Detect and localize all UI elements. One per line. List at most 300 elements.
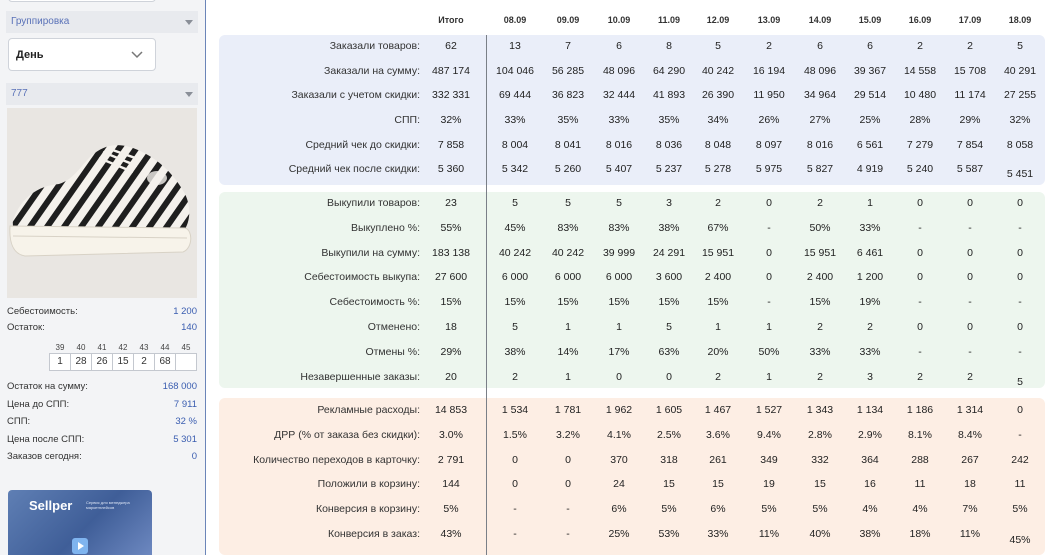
table-cell: 2.5%: [657, 429, 681, 441]
total-cell: 183 138: [432, 247, 470, 259]
table-cell: 4 919: [856, 163, 884, 175]
table-cell: 11 174: [954, 89, 986, 101]
table-cell: 2: [967, 371, 973, 383]
table-cell: 6 000: [501, 271, 529, 283]
table-cell: 2: [867, 321, 873, 333]
table-cell: 1 534: [501, 404, 529, 416]
table-cell: 1: [715, 321, 721, 333]
size-cell: 43: [139, 342, 149, 352]
total-cell: 62: [445, 40, 457, 52]
table-cell: 5 260: [554, 163, 582, 175]
total-cell: 487 174: [432, 65, 470, 77]
table-cell: 370: [610, 454, 628, 466]
table-cell: 20%: [707, 346, 729, 358]
caret-down-icon: [185, 92, 193, 97]
table-cell: 15: [814, 478, 826, 490]
total-cell: 3.0%: [439, 429, 463, 441]
table-cell: 38%: [859, 528, 881, 540]
table-cell: 5: [1017, 376, 1023, 388]
table-cell: 50%: [758, 346, 780, 358]
table-cell: 15%: [707, 296, 729, 308]
total-cell: 23: [445, 197, 457, 209]
table-cell: 26 390: [701, 89, 735, 101]
table-cell: 1 134: [856, 404, 884, 416]
table-cell: 15%: [809, 296, 831, 308]
table-cell: 15 951: [803, 247, 837, 259]
total-cell: 332 331: [432, 89, 470, 101]
table-cell: 11: [914, 478, 926, 490]
table-cell: 5 342: [501, 163, 529, 175]
table-cell: 5%: [1012, 503, 1028, 515]
grouping-label: Группировка: [11, 16, 70, 27]
table-cell: 5: [1017, 40, 1023, 52]
top-dropdown[interactable]: [8, 0, 156, 2]
table-cell: 11%: [959, 528, 981, 540]
table-cell: 0: [917, 321, 923, 333]
table-cell: 1: [565, 371, 571, 383]
table-cell: 24 291: [652, 247, 686, 259]
table-cell: 349: [760, 454, 778, 466]
table-cell: 27%: [809, 114, 831, 126]
table-cell: 288: [911, 454, 929, 466]
row-label: Себестоимость выкупа:: [304, 271, 420, 283]
table-cell: 10 480: [903, 89, 937, 101]
table-cell: 0: [967, 247, 973, 259]
total-cell: 144: [442, 478, 460, 490]
table-cell: 8 036: [655, 139, 683, 151]
table-cell: 2: [917, 371, 923, 383]
table-cell: -: [767, 296, 771, 308]
table-cell: 15 951: [701, 247, 735, 259]
table-cell: 1 781: [554, 404, 582, 416]
table-cell: 9.4%: [757, 429, 781, 441]
sidebar: [0, 0, 206, 555]
product-image: [7, 108, 197, 298]
table-cell: 6%: [611, 503, 627, 515]
total-cell: 5 360: [437, 163, 465, 175]
row-label: Средний чек до скидки:: [305, 139, 420, 151]
table-cell: 2.9%: [858, 429, 882, 441]
column-header: 09.09: [556, 15, 580, 25]
table-cell: 2: [817, 321, 823, 333]
table-cell: -: [918, 346, 922, 358]
table-cell: 50%: [809, 222, 831, 234]
table-cell: 0: [666, 371, 672, 383]
column-header: 10.09: [607, 15, 631, 25]
product-select-value: 777: [11, 88, 28, 99]
table-cell: 27 255: [1003, 89, 1037, 101]
row-label: ДРР (% от заказа без скидки):: [274, 429, 420, 441]
total-cell: 43%: [440, 528, 462, 540]
table-cell: 19%: [859, 296, 881, 308]
table-cell: 19: [763, 478, 775, 490]
table-cell: 15%: [557, 296, 579, 308]
table-cell: 7: [565, 40, 571, 52]
product-select[interactable]: [6, 83, 198, 105]
table-cell: 8 048: [704, 139, 732, 151]
table-cell: 33%: [859, 222, 881, 234]
table-cell: 6 461: [856, 247, 884, 259]
column-header: 16.09: [908, 15, 932, 25]
caret-down-icon: [185, 20, 193, 25]
table-cell: -: [918, 296, 922, 308]
table-cell: 7 854: [956, 139, 984, 151]
table-cell: -: [1018, 346, 1022, 358]
table-cell: -: [968, 346, 972, 358]
table-cell: 14%: [557, 346, 579, 358]
table-cell: 67%: [707, 222, 729, 234]
row-label: Количество переходов в карточку:: [253, 454, 420, 466]
table-cell: 4%: [912, 503, 928, 515]
table-cell: 5 587: [956, 163, 984, 175]
table-cell: 0: [917, 247, 923, 259]
info-row: Остаток на сумму: 168 000: [7, 381, 197, 392]
table-cell: 7%: [962, 503, 978, 515]
promo-banner[interactable]: [8, 490, 152, 555]
table-cell: 1.5%: [503, 429, 527, 441]
table-cell: 15%: [658, 296, 680, 308]
row-label: Заказали на сумму:: [324, 65, 420, 77]
table-cell: 4%: [862, 503, 878, 515]
column-header: 15.09: [858, 15, 882, 25]
row-label: Незавершенные заказы:: [300, 371, 420, 383]
table-cell: 1 467: [704, 404, 732, 416]
info-row: Себестоимость: 1 200: [7, 306, 197, 317]
table-cell: 0: [1017, 247, 1023, 259]
table-cell: 1: [766, 371, 772, 383]
row-label: Рекламные расходы:: [317, 404, 420, 416]
table-cell: 6 561: [856, 139, 884, 151]
table-cell: 6: [867, 40, 873, 52]
period-value: День: [16, 49, 44, 61]
table-cell: 56 285: [551, 65, 585, 77]
table-cell: 11 950: [753, 89, 785, 101]
table-cell: 48 096: [602, 65, 636, 77]
table-cell: 2: [715, 371, 721, 383]
table-cell: 33%: [707, 528, 729, 540]
zebra-sneaker-image: [7, 108, 197, 298]
table-cell: 3.6%: [706, 429, 730, 441]
table-cell: 32%: [1009, 114, 1031, 126]
table-cell: 32 444: [602, 89, 636, 101]
total-cell: 15%: [440, 296, 462, 308]
table-cell: 1 200: [856, 271, 884, 283]
table-cell: 364: [861, 454, 879, 466]
banner-tagline: Сервис для менеджера маркетплейсов: [86, 500, 130, 510]
table-cell: 0: [565, 454, 571, 466]
table-cell: 5 451: [1006, 168, 1034, 180]
table-cell: 33%: [809, 346, 831, 358]
table-cell: 15: [712, 478, 724, 490]
table-cell: -: [1018, 222, 1022, 234]
table-cell: 38%: [504, 346, 526, 358]
table-cell: 6 000: [554, 271, 582, 283]
table-cell: 1: [867, 197, 873, 209]
table-cell: 8 004: [501, 139, 529, 151]
table-cell: 40 242: [551, 247, 585, 259]
info-row: Цена до СПП: 7 911: [7, 399, 197, 410]
table-cell: 15: [663, 478, 675, 490]
table-cell: 35%: [557, 114, 579, 126]
total-cell: 5%: [443, 503, 459, 515]
table-cell: 0: [616, 371, 622, 383]
table-cell: 11: [1014, 478, 1026, 490]
table-cell: -: [1018, 296, 1022, 308]
table-cell: 25%: [859, 114, 881, 126]
table-cell: 1 527: [755, 404, 783, 416]
table-cell: 2: [715, 197, 721, 209]
table-cell: 5: [666, 321, 672, 333]
table-cell: 34%: [707, 114, 729, 126]
table-cell: 5 237: [655, 163, 683, 175]
table-cell: 41 893: [652, 89, 686, 101]
size-cell: 41: [97, 342, 107, 352]
table-cell: 5%: [812, 503, 828, 515]
table-cell: 15 708: [953, 65, 987, 77]
column-header: 13.09: [757, 15, 781, 25]
table-cell: 5: [512, 197, 518, 209]
table-cell: 40 242: [701, 65, 735, 77]
grouping-select[interactable]: [6, 11, 198, 33]
table-cell: 2: [817, 197, 823, 209]
table-cell: 0: [967, 271, 973, 283]
table-cell: 45%: [504, 222, 526, 234]
period-select[interactable]: [8, 38, 156, 71]
table-cell: 45%: [1009, 534, 1031, 546]
stock-cell: 2: [134, 353, 155, 370]
table-cell: 11%: [758, 528, 780, 540]
table-cell: 2: [512, 371, 518, 383]
row-label: Заказали товаров:: [329, 40, 420, 52]
table-cell: 8 097: [755, 139, 783, 151]
table-cell: 1: [565, 321, 571, 333]
total-cell: 14 853: [434, 404, 468, 416]
table-cell: -: [767, 222, 771, 234]
table-cell: -: [968, 296, 972, 308]
table-cell: 33%: [504, 114, 526, 126]
table-cell: 7 279: [906, 139, 934, 151]
table-cell: 5 240: [906, 163, 934, 175]
row-label: Себестоимость %:: [329, 296, 420, 308]
table-cell: 6: [817, 40, 823, 52]
column-header: 17.09: [958, 15, 982, 25]
table-cell: 2.8%: [808, 429, 832, 441]
play-icon[interactable]: [72, 538, 88, 554]
table-cell: 17%: [608, 346, 630, 358]
info-row: СПП: 32 %: [7, 416, 197, 427]
table-cell: -: [566, 503, 570, 515]
table-cell: 5: [565, 197, 571, 209]
info-row: Остаток: 140: [7, 322, 197, 333]
row-label: Выкуплено %:: [351, 222, 420, 234]
column-header: 14.09: [808, 15, 832, 25]
table-cell: -: [968, 222, 972, 234]
table-cell: 18%: [909, 528, 931, 540]
table-cell: 1 186: [906, 404, 934, 416]
banner-logo: Sellper: [29, 498, 73, 513]
table-cell: 69 444: [498, 89, 532, 101]
table-cell: 16 194: [752, 65, 786, 77]
table-cell: 2: [967, 40, 973, 52]
table-cell: 15%: [608, 296, 630, 308]
table-cell: 5 407: [605, 163, 633, 175]
stock-cell: [176, 353, 197, 370]
table-cell: 13: [509, 40, 521, 52]
stock-cell: 68: [155, 353, 176, 370]
table-cell: 318: [660, 454, 678, 466]
table-cell: 0: [512, 478, 518, 490]
table-cell: 28%: [909, 114, 931, 126]
table-cell: 3: [666, 197, 672, 209]
table-cell: -: [918, 222, 922, 234]
table-cell: 0: [917, 271, 923, 283]
table-cell: 63%: [658, 346, 680, 358]
table-cell: 8 041: [554, 139, 582, 151]
total-cell: 20: [445, 371, 457, 383]
table-cell: 38%: [658, 222, 680, 234]
table-cell: 40%: [809, 528, 831, 540]
table-cell: 83%: [608, 222, 630, 234]
total-cell: 27 600: [434, 271, 468, 283]
table-cell: -: [513, 528, 517, 540]
table-cell: 4.1%: [607, 429, 631, 441]
column-header: Итого: [438, 15, 464, 25]
size-cell: 39: [55, 342, 65, 352]
total-cell: 18: [445, 321, 457, 333]
table-cell: 1 314: [956, 404, 984, 416]
size-cell: 40: [76, 342, 86, 352]
table-cell: 39 999: [602, 247, 636, 259]
stock-cell: 26: [92, 353, 113, 370]
table-cell: 83%: [557, 222, 579, 234]
table-cell: 5: [616, 197, 622, 209]
table-cell: 15%: [504, 296, 526, 308]
table-cell: 26%: [758, 114, 780, 126]
table-cell: 0: [967, 321, 973, 333]
table-cell: 0: [766, 197, 772, 209]
table-cell: 3: [867, 371, 873, 383]
table-cell: 14 558: [903, 65, 937, 77]
row-label: Заказали с учетом скидки:: [291, 89, 420, 101]
table-cell: 5 278: [704, 163, 732, 175]
table-cell: 6: [616, 40, 622, 52]
table-cell: 33%: [859, 346, 881, 358]
table-cell: 8.1%: [908, 429, 932, 441]
table-cell: 18: [964, 478, 976, 490]
table-cell: 8.4%: [958, 429, 982, 441]
total-cell: 2 791: [437, 454, 465, 466]
table-cell: 1: [766, 321, 772, 333]
row-label: Отменено:: [367, 321, 420, 333]
table-cell: 6%: [710, 503, 726, 515]
table-cell: -: [513, 503, 517, 515]
table-cell: 0: [1017, 321, 1023, 333]
table-cell: 3.2%: [556, 429, 580, 441]
table-cell: 242: [1011, 454, 1029, 466]
table-cell: 5: [512, 321, 518, 333]
table-cell: 5 975: [755, 163, 783, 175]
table-cell: 5%: [661, 503, 677, 515]
table-cell: 39 367: [853, 65, 887, 77]
table-cell: 2 400: [806, 271, 834, 283]
table-cell: 35%: [658, 114, 680, 126]
size-cell: 42: [118, 342, 128, 352]
table-cell: 2 400: [704, 271, 732, 283]
row-label: Выкупили на сумму:: [321, 247, 420, 259]
table-cell: 0: [565, 478, 571, 490]
table-cell: 0: [967, 197, 973, 209]
table-cell: 16: [864, 478, 876, 490]
info-row: Цена после СПП: 5 301: [7, 434, 197, 445]
stock-cell: 15: [113, 353, 134, 370]
table-cell: 267: [961, 454, 979, 466]
table-cell: 0: [1017, 197, 1023, 209]
table-cell: 8: [666, 40, 672, 52]
table-cell: 2: [917, 40, 923, 52]
size-stock-table: [49, 342, 197, 371]
table-cell: 2: [766, 40, 772, 52]
table-cell: 29 514: [853, 89, 887, 101]
row-label: Положили в корзину:: [317, 478, 420, 490]
table-cell: 2: [817, 371, 823, 383]
row-label: Конверсия в корзину:: [315, 503, 420, 515]
total-cell: 29%: [440, 346, 462, 358]
table-cell: 0: [1017, 404, 1023, 416]
table-cell: 1: [616, 321, 622, 333]
table-cell: 104 046: [496, 65, 534, 77]
table-cell: 332: [811, 454, 829, 466]
table-cell: 261: [709, 454, 727, 466]
table-cell: 5%: [761, 503, 777, 515]
table-cell: 0: [766, 271, 772, 283]
table-cell: 8 058: [1006, 139, 1034, 151]
info-row: Заказов сегодня: 0: [7, 451, 197, 462]
table-cell: 40 242: [498, 247, 532, 259]
table-cell: 1 962: [605, 404, 633, 416]
row-label: Выкупили товаров:: [327, 197, 420, 209]
table-cell: 0: [917, 197, 923, 209]
table-cell: 0: [1017, 271, 1023, 283]
table-cell: -: [1018, 429, 1022, 441]
total-cell: 55%: [440, 222, 462, 234]
table-cell: 1 605: [655, 404, 683, 416]
table-cell: 6 000: [605, 271, 633, 283]
table-cell: 3 600: [655, 271, 683, 283]
stock-cell: 28: [71, 353, 92, 370]
table-cell: 25%: [608, 528, 630, 540]
table-cell: 64 290: [652, 65, 686, 77]
table-cell: 36 823: [551, 89, 585, 101]
chevron-down-icon: [131, 51, 143, 59]
table-cell: 40 291: [1003, 65, 1037, 77]
row-label: Средний чек после скидки:: [288, 163, 420, 175]
table-cell: 33%: [608, 114, 630, 126]
column-header: 18.09: [1008, 15, 1032, 25]
table-cell: 24: [613, 478, 625, 490]
table-cell: 48 096: [803, 65, 837, 77]
column-header: 12.09: [706, 15, 730, 25]
table-cell: 0: [512, 454, 518, 466]
row-label: СПП:: [394, 114, 420, 126]
table-cell: 5 827: [806, 163, 834, 175]
stock-cell: 1: [50, 353, 71, 370]
size-cell: 44: [160, 342, 170, 352]
total-cell: 7 858: [437, 139, 465, 151]
column-header: 08.09: [503, 15, 527, 25]
table-cell: 0: [766, 247, 772, 259]
row-label: Отмены %:: [365, 346, 420, 358]
total-cell: 32%: [440, 114, 462, 126]
